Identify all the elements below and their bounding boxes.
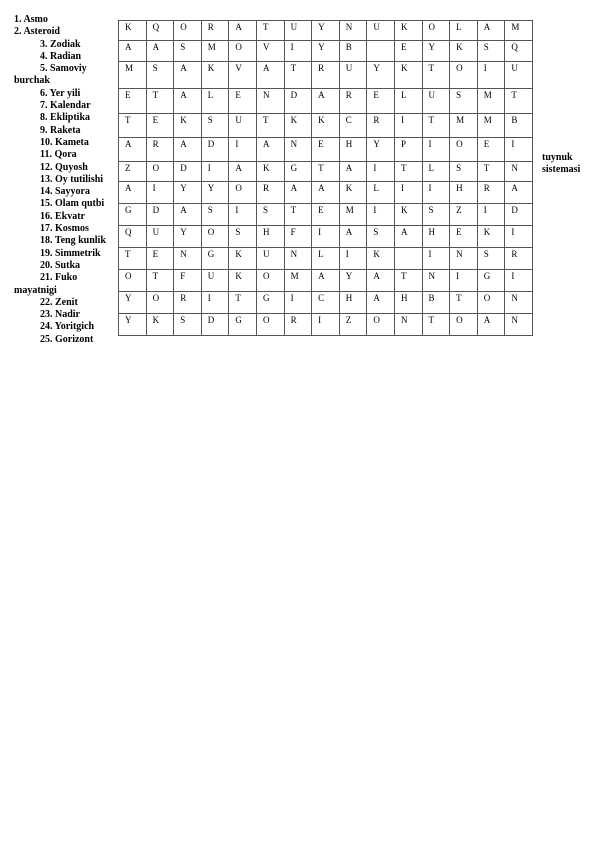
grid-cell: N bbox=[339, 21, 367, 41]
grid-cell: D bbox=[146, 204, 174, 226]
grid-cell: K bbox=[201, 62, 229, 89]
grid-cell: S bbox=[256, 204, 284, 226]
grid-cell: U bbox=[339, 62, 367, 89]
grid-cell: A bbox=[256, 62, 284, 89]
word-list-item: 12. Quyosh bbox=[40, 161, 88, 173]
grid-cell: N bbox=[284, 138, 312, 162]
grid-cell: G bbox=[477, 270, 505, 292]
grid-cell: S bbox=[174, 41, 202, 62]
grid-cell: D bbox=[505, 204, 533, 226]
grid-cell: E bbox=[450, 226, 478, 248]
grid-cell: I bbox=[284, 41, 312, 62]
grid-cell: S bbox=[450, 89, 478, 114]
grid-cell: A bbox=[394, 226, 422, 248]
grid-cell: A bbox=[119, 41, 147, 62]
word-list-item: 6. Yer yili bbox=[40, 87, 81, 99]
word-list-item: 2. Asteroid bbox=[14, 26, 60, 38]
grid-cell: O bbox=[146, 162, 174, 182]
grid-cell: T bbox=[119, 248, 147, 270]
grid-cell: O bbox=[450, 314, 478, 336]
grid-cell: A bbox=[312, 182, 340, 204]
grid-cell: Y bbox=[174, 226, 202, 248]
grid-cell: A bbox=[477, 314, 505, 336]
grid-cell: O bbox=[201, 226, 229, 248]
grid-cell: L bbox=[450, 21, 478, 41]
grid-cell: I bbox=[505, 270, 533, 292]
grid-cell: A bbox=[119, 182, 147, 204]
grid-cell: A bbox=[367, 270, 395, 292]
grid-cell: R bbox=[284, 314, 312, 336]
grid-cell: O bbox=[229, 182, 257, 204]
grid-cell bbox=[394, 248, 422, 270]
grid-cell: I bbox=[201, 292, 229, 314]
grid-cell: G bbox=[256, 292, 284, 314]
grid-cell: I bbox=[450, 270, 478, 292]
grid-cell: I bbox=[505, 138, 533, 162]
grid-cell: L bbox=[312, 248, 340, 270]
grid-cell: L bbox=[394, 89, 422, 114]
grid-cell: F bbox=[174, 270, 202, 292]
grid-row bbox=[119, 62, 533, 89]
grid-cell: O bbox=[119, 270, 147, 292]
grid-cell: Y bbox=[422, 41, 450, 62]
grid-cell: Z bbox=[450, 204, 478, 226]
grid-cell: I bbox=[422, 248, 450, 270]
grid-cell: A bbox=[284, 182, 312, 204]
grid-cell: A bbox=[312, 270, 340, 292]
grid-cell: K bbox=[450, 41, 478, 62]
word-list-item: 21. Fuko mayatnigi bbox=[14, 272, 78, 296]
word-list-item: 10. Kameta bbox=[40, 136, 89, 148]
word-list-item: 7. Kalendar bbox=[40, 100, 91, 112]
grid-cell: K bbox=[477, 226, 505, 248]
grid-cell: U bbox=[229, 114, 257, 138]
grid-cell: C bbox=[339, 114, 367, 138]
grid-cell: S bbox=[477, 41, 505, 62]
grid-cell: U bbox=[146, 226, 174, 248]
word-list-item: 22. Zenit bbox=[40, 296, 78, 308]
grid-cell: H bbox=[450, 182, 478, 204]
grid-cell: F bbox=[284, 226, 312, 248]
word-list-item: 15. Olam qutbi bbox=[40, 198, 105, 210]
grid-cell: G bbox=[284, 162, 312, 182]
grid-cell: Y bbox=[174, 182, 202, 204]
grid-cell: I bbox=[394, 114, 422, 138]
grid-cell: E bbox=[146, 248, 174, 270]
grid-cell: E bbox=[229, 89, 257, 114]
grid-cell: O bbox=[174, 21, 202, 41]
grid-row bbox=[119, 138, 533, 162]
word-list-item: 19. Simmetrik bbox=[40, 247, 101, 259]
grid-cell: Y bbox=[367, 138, 395, 162]
grid-row bbox=[119, 182, 533, 204]
grid-cell: B bbox=[422, 292, 450, 314]
grid-cell: Y bbox=[312, 41, 340, 62]
grid-cell: I bbox=[477, 204, 505, 226]
word-list-item: 14. Sayyora bbox=[40, 186, 90, 198]
grid-row bbox=[119, 21, 533, 41]
word-list-item: 24. Yoritgich bbox=[40, 321, 95, 333]
grid-cell: A bbox=[339, 162, 367, 182]
grid-cell: S bbox=[201, 204, 229, 226]
grid-cell: R bbox=[201, 21, 229, 41]
grid-cell: E bbox=[477, 138, 505, 162]
grid-cell: M bbox=[339, 204, 367, 226]
word-list-item: 17. Kosmos bbox=[40, 223, 89, 235]
grid-cell: N bbox=[505, 314, 533, 336]
grid-cell: T bbox=[422, 62, 450, 89]
grid-cell: K bbox=[394, 21, 422, 41]
grid-cell: O bbox=[256, 270, 284, 292]
side-note bbox=[542, 152, 594, 176]
word-list-item: 13. Oy tutilishi bbox=[40, 173, 104, 185]
grid-cell: A bbox=[367, 292, 395, 314]
word-list-item: 5. Samoviy burchak bbox=[14, 63, 87, 87]
grid-cell: R bbox=[312, 62, 340, 89]
grid-cell: K bbox=[394, 204, 422, 226]
grid-cell: I bbox=[229, 138, 257, 162]
grid-cell: S bbox=[450, 162, 478, 182]
grid-cell: T bbox=[256, 114, 284, 138]
grid-cell: R bbox=[174, 292, 202, 314]
grid-cell: T bbox=[146, 270, 174, 292]
grid-cell: T bbox=[505, 89, 533, 114]
grid-cell: N bbox=[174, 248, 202, 270]
grid-cell: E bbox=[367, 89, 395, 114]
grid-cell: Y bbox=[119, 292, 147, 314]
grid-cell: G bbox=[229, 314, 257, 336]
grid-cell: I bbox=[339, 248, 367, 270]
grid-cell: R bbox=[146, 138, 174, 162]
word-list-item: 23. Nadir bbox=[40, 309, 80, 321]
grid-cell: Z bbox=[119, 162, 147, 182]
grid-cell: Y bbox=[312, 21, 340, 41]
grid-cell: V bbox=[256, 41, 284, 62]
grid-cell: M bbox=[450, 114, 478, 138]
grid-cell: A bbox=[174, 89, 202, 114]
grid-cell: E bbox=[312, 204, 340, 226]
grid-cell: I bbox=[146, 182, 174, 204]
grid-row bbox=[119, 41, 533, 62]
grid-cell: L bbox=[367, 182, 395, 204]
grid-cell: U bbox=[256, 248, 284, 270]
word-list-item: 3. Zodiak bbox=[40, 38, 81, 50]
grid-cell: Q bbox=[146, 21, 174, 41]
grid-cell: Q bbox=[505, 41, 533, 62]
grid-cell: R bbox=[339, 89, 367, 114]
word-list-item: 9. Raketa bbox=[40, 124, 81, 136]
grid-cell: T bbox=[450, 292, 478, 314]
grid-cell: O bbox=[450, 62, 478, 89]
grid-cell: T bbox=[422, 114, 450, 138]
grid-cell: K bbox=[146, 314, 174, 336]
grid-cell: M bbox=[284, 270, 312, 292]
grid-cell: Y bbox=[367, 62, 395, 89]
grid-cell: Y bbox=[201, 182, 229, 204]
word-list-item: 11. Qora bbox=[40, 149, 77, 161]
grid-row bbox=[119, 162, 533, 182]
grid-cell: H bbox=[339, 138, 367, 162]
grid-cell: A bbox=[119, 138, 147, 162]
grid-cell: T bbox=[477, 162, 505, 182]
grid-cell: G bbox=[119, 204, 147, 226]
grid-row bbox=[119, 114, 533, 138]
grid-cell: S bbox=[201, 114, 229, 138]
word-list-item: 1. Asmo bbox=[14, 14, 48, 25]
grid-row bbox=[119, 248, 533, 270]
grid-cell: T bbox=[394, 270, 422, 292]
grid-cell: I bbox=[312, 314, 340, 336]
grid-cell: I bbox=[477, 62, 505, 89]
grid-cell: S bbox=[477, 248, 505, 270]
grid-cell: O bbox=[422, 21, 450, 41]
grid-cell: C bbox=[312, 292, 340, 314]
grid-cell: K bbox=[312, 114, 340, 138]
grid-cell: I bbox=[367, 162, 395, 182]
grid-cell: I bbox=[422, 182, 450, 204]
grid-cell: I bbox=[284, 292, 312, 314]
word-search-grid bbox=[118, 20, 533, 336]
grid-cell: M bbox=[119, 62, 147, 89]
grid-cell: A bbox=[477, 21, 505, 41]
grid-cell: A bbox=[505, 182, 533, 204]
word-list-item: 18. Teng kunlik bbox=[40, 235, 106, 247]
grid-cell: A bbox=[229, 21, 257, 41]
grid-cell: H bbox=[256, 226, 284, 248]
grid-cell: I bbox=[367, 204, 395, 226]
grid-row bbox=[119, 204, 533, 226]
grid-cell: I bbox=[505, 226, 533, 248]
grid-cell: K bbox=[367, 248, 395, 270]
grid-cell: E bbox=[394, 41, 422, 62]
word-list-item: 25. Gorizont bbox=[40, 333, 94, 345]
grid-cell: U bbox=[201, 270, 229, 292]
grid-cell: U bbox=[422, 89, 450, 114]
word-list bbox=[14, 14, 114, 346]
grid-cell: G bbox=[201, 248, 229, 270]
grid-cell: K bbox=[119, 21, 147, 41]
grid-cell: T bbox=[229, 292, 257, 314]
word-list-item: 8. Ekliptika bbox=[40, 112, 91, 124]
grid-cell: N bbox=[422, 270, 450, 292]
grid-cell: E bbox=[312, 138, 340, 162]
grid-cell: T bbox=[119, 114, 147, 138]
grid-cell: N bbox=[284, 248, 312, 270]
grid-row bbox=[119, 292, 533, 314]
grid-cell: D bbox=[284, 89, 312, 114]
grid-cell: N bbox=[450, 248, 478, 270]
grid-cell: L bbox=[422, 162, 450, 182]
grid-cell: K bbox=[229, 270, 257, 292]
grid-cell: A bbox=[256, 138, 284, 162]
grid-cell: K bbox=[229, 248, 257, 270]
grid-cell: M bbox=[477, 114, 505, 138]
grid-cell: R bbox=[505, 248, 533, 270]
grid-cell: O bbox=[229, 41, 257, 62]
grid-cell: S bbox=[174, 314, 202, 336]
grid-cell: H bbox=[422, 226, 450, 248]
grid-cell: Y bbox=[119, 314, 147, 336]
grid-cell: T bbox=[146, 89, 174, 114]
grid-cell: T bbox=[284, 204, 312, 226]
grid-cell: A bbox=[229, 162, 257, 182]
grid-cell: S bbox=[146, 62, 174, 89]
grid-cell: S bbox=[229, 226, 257, 248]
grid-cell: A bbox=[339, 226, 367, 248]
grid-cell: N bbox=[505, 292, 533, 314]
grid-cell: M bbox=[477, 89, 505, 114]
grid-cell: T bbox=[422, 314, 450, 336]
grid-cell: Q bbox=[119, 226, 147, 248]
grid-cell: T bbox=[284, 62, 312, 89]
grid-row bbox=[119, 89, 533, 114]
grid-cell: H bbox=[394, 292, 422, 314]
grid-cell: V bbox=[229, 62, 257, 89]
grid-cell: K bbox=[256, 162, 284, 182]
grid-cell: T bbox=[312, 162, 340, 182]
grid-cell: D bbox=[201, 138, 229, 162]
grid-cell: I bbox=[394, 182, 422, 204]
grid-cell: D bbox=[201, 314, 229, 336]
grid-cell: O bbox=[367, 314, 395, 336]
grid-row bbox=[119, 314, 533, 336]
grid-cell: O bbox=[146, 292, 174, 314]
word-list-item: 4. Radian bbox=[40, 50, 82, 62]
grid-cell: E bbox=[146, 114, 174, 138]
side-note-line: tuynuk bbox=[542, 152, 573, 163]
grid-cell: K bbox=[339, 182, 367, 204]
grid-cell: N bbox=[394, 314, 422, 336]
grid-cell: A bbox=[174, 204, 202, 226]
grid-cell: B bbox=[339, 41, 367, 62]
grid-cell: I bbox=[201, 162, 229, 182]
grid-cell: I bbox=[229, 204, 257, 226]
grid-cell: O bbox=[477, 292, 505, 314]
grid-cell: E bbox=[119, 89, 147, 114]
grid-cell: T bbox=[256, 21, 284, 41]
grid-cell: B bbox=[505, 114, 533, 138]
grid-cell: D bbox=[174, 162, 202, 182]
grid-cell bbox=[367, 41, 395, 62]
grid-cell: P bbox=[394, 138, 422, 162]
grid-cell: M bbox=[505, 21, 533, 41]
grid-cell: I bbox=[422, 138, 450, 162]
grid-cell: A bbox=[146, 41, 174, 62]
grid-cell: L bbox=[201, 89, 229, 114]
word-list-item: 20. Sutka bbox=[40, 259, 81, 271]
side-note-line: sistemasi bbox=[542, 164, 581, 175]
grid-cell: U bbox=[505, 62, 533, 89]
grid-cell: N bbox=[256, 89, 284, 114]
grid-cell: Y bbox=[339, 270, 367, 292]
grid-cell: I bbox=[312, 226, 340, 248]
grid-cell: R bbox=[256, 182, 284, 204]
grid-cell: O bbox=[450, 138, 478, 162]
grid-cell: A bbox=[312, 89, 340, 114]
grid-cell: U bbox=[284, 21, 312, 41]
grid-cell: Z bbox=[339, 314, 367, 336]
grid-cell: K bbox=[284, 114, 312, 138]
word-list-item: 16. Ekvatr bbox=[40, 210, 85, 222]
grid-cell: U bbox=[367, 21, 395, 41]
grid-row bbox=[119, 270, 533, 292]
grid-cell: O bbox=[256, 314, 284, 336]
grid-cell: N bbox=[505, 162, 533, 182]
grid-cell: M bbox=[201, 41, 229, 62]
grid-cell: R bbox=[477, 182, 505, 204]
grid-cell: R bbox=[367, 114, 395, 138]
grid-cell: A bbox=[174, 62, 202, 89]
grid-cell: H bbox=[339, 292, 367, 314]
grid-cell: T bbox=[394, 162, 422, 182]
grid-cell: S bbox=[367, 226, 395, 248]
grid-cell: K bbox=[174, 114, 202, 138]
grid-row bbox=[119, 226, 533, 248]
grid-cell: A bbox=[174, 138, 202, 162]
grid-cell: K bbox=[394, 62, 422, 89]
grid-cell: S bbox=[422, 204, 450, 226]
